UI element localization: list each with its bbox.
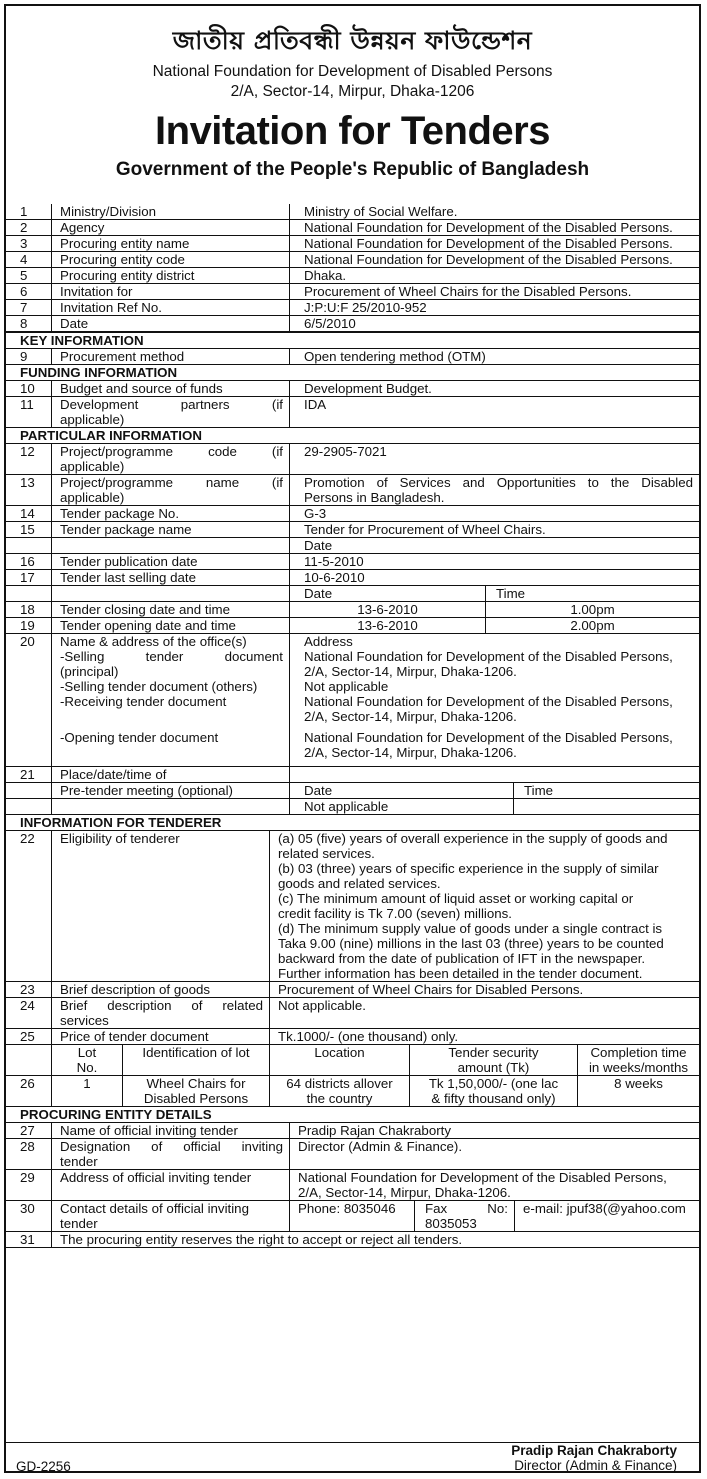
row-value: National Foundation for Development of the Disabled Persons. (304, 220, 673, 235)
section-row (6, 814, 699, 830)
row-label: Tender closing date and time (52, 602, 290, 617)
table-row (6, 830, 699, 981)
row-label: Invitation for (52, 284, 290, 299)
row-label: Invitation Ref No. (52, 300, 290, 315)
row-value: 10-6-2010 (304, 570, 365, 585)
row-label: Name & address of the office(s) (52, 634, 290, 649)
row-number: 18 (6, 602, 52, 617)
row-label: Name of official inviting tender (52, 1123, 290, 1138)
page-title: Invitation for Tenders (155, 109, 550, 153)
row-label: Place/date/time of (52, 767, 290, 782)
row-value: The procuring entity reserves the right to accept or reject all tenders. (60, 1232, 463, 1247)
eligibility-line: goods and related services. (278, 876, 441, 891)
row-label: Eligibility of tenderer (52, 831, 270, 981)
row-label: Procuring entity district (52, 268, 290, 283)
row-label: Ministry/Division (52, 204, 290, 219)
table-row (6, 997, 699, 1028)
identification-header: Identification of lot (123, 1045, 270, 1075)
row-label: Brief description of related services (52, 998, 270, 1028)
row-label-empty (52, 799, 290, 814)
row-label: Tender publication date (52, 554, 290, 569)
row-number: 31 (6, 1232, 52, 1247)
table-row (6, 267, 699, 283)
row-number-empty (6, 538, 52, 553)
date-header: Date (304, 538, 333, 553)
row-label-empty (52, 586, 290, 601)
row-number: 20 (6, 634, 52, 766)
row-label: Tender package No. (52, 506, 290, 521)
time-header: Time (524, 783, 554, 798)
location-header: Location (270, 1045, 410, 1075)
row-number: 27 (6, 1123, 52, 1138)
row-number: 24 (6, 998, 52, 1028)
table-row (6, 380, 699, 396)
lot-identification: Wheel Chairs for Disabled Persons (123, 1076, 270, 1106)
row-label: Brief description of goods (52, 982, 270, 997)
lot-security: Tk 1,50,000/- (one lac & fifty thousand only) (410, 1076, 578, 1106)
contact-phone: Phone: 8035046 (290, 1201, 415, 1231)
table-row (6, 798, 699, 814)
row-value: Not applicable. (278, 998, 366, 1013)
row-value: Development Budget. (304, 381, 432, 396)
row-number: 15 (6, 522, 52, 537)
section-particular-information: PARTICULAR INFORMATION (20, 428, 202, 443)
row-number: 9 (6, 349, 52, 364)
table-row (6, 981, 699, 997)
table-row (6, 348, 699, 364)
row-number: 23 (6, 982, 52, 997)
lot-location: 64 districts allover the country (270, 1076, 410, 1106)
table-row (6, 782, 699, 798)
section-row (6, 332, 699, 348)
row-value: J:P:U:F 25/2010-952 (304, 300, 427, 315)
row-value: Procurement of Wheel Chairs for the Disabled Persons. (304, 284, 632, 299)
row-value: Pradip Rajan Chakraborty (298, 1123, 451, 1138)
row-label: Project/programme name (if applicable) (52, 475, 290, 505)
eligibility-line: (a) 05 (five) years of overall experience in the supply of goods and (278, 831, 668, 846)
date-header: Date (290, 586, 486, 601)
eligibility-line: (c) The minimum amount of liquid asset or working capital or (278, 891, 634, 906)
table-row (6, 1122, 699, 1138)
table-row (6, 443, 699, 474)
receiving-label: -Receiving tender document (52, 694, 290, 730)
row-value: G-3 (304, 506, 327, 521)
bangla-title: জাতীয় প্রতিবন্ধী উন্নয়ন ফাউন্ডেশন (172, 26, 533, 55)
row-label: Tender package name (52, 522, 290, 537)
row-label: Address of official inviting tender (52, 1170, 290, 1200)
section-row (6, 1106, 699, 1122)
selling-principal-address: National Foundation for Development of the Disabled Persons, 2/A, Sector-14, Mirpur, Dhaka-1206. (304, 649, 673, 679)
row-number: 17 (6, 570, 52, 585)
opening-time: 2.00pm (570, 618, 615, 633)
table-row (6, 1138, 699, 1169)
row-value: National Foundation for Development of the Disabled Persons, 2/A, Sector-14, Mirpur, Dhaka-1206. (298, 1170, 667, 1200)
lot-no-header: Lot No. (52, 1045, 123, 1075)
eligibility-line: credit facility is Tk 7.00 (seven) millions. (278, 906, 513, 921)
notice-header (6, 26, 699, 182)
row-label: Contact details of official inviting tender (52, 1201, 290, 1231)
eligibility-line: (d) The minimum supply value of goods under a single contract is (278, 921, 663, 936)
row-value: Ministry of Social Welfare. (304, 204, 458, 219)
date-header: Date (290, 783, 514, 798)
row-number: 19 (6, 618, 52, 633)
section-key-information: KEY INFORMATION (20, 333, 144, 348)
table-row (6, 601, 699, 617)
table-row (6, 283, 699, 299)
table-row (6, 553, 699, 569)
signatory-designation: Director (Admin & Finance) (514, 1458, 677, 1473)
row-number: 11 (6, 397, 52, 427)
row-number: 30 (6, 1201, 52, 1231)
row-label: Pre-tender meeting (optional) (52, 783, 290, 798)
lot-table-header (6, 1044, 699, 1075)
org-name: National Foundation for Development of Disabled Persons (152, 63, 553, 80)
table-row (6, 474, 699, 505)
section-funding-information: FUNDING INFORMATION (20, 365, 178, 380)
tender-notice (4, 4, 701, 1473)
table-row (6, 1231, 699, 1248)
row-number: 29 (6, 1170, 52, 1200)
row-label: Procuring entity code (52, 252, 290, 267)
signatory-name: Pradip Rajan Chakraborty (511, 1443, 677, 1458)
notice-footer (6, 1442, 699, 1476)
row-value: Promotion of Services and Opportunities to the Disabled Persons in Bangladesh. (304, 475, 693, 505)
row-number-empty (6, 586, 52, 601)
row-number: 26 (6, 1076, 52, 1106)
row-label: Procurement method (52, 349, 290, 364)
section-information-for-tenderer: INFORMATION FOR TENDERER (20, 815, 222, 830)
selling-principal-label: -Selling tender document (principal) (52, 649, 290, 679)
row-value: National Foundation for Development of the Disabled Persons. (304, 236, 673, 251)
row-number: 4 (6, 252, 52, 267)
table-row (6, 617, 699, 633)
table-row (6, 219, 699, 235)
row-value: Procurement of Wheel Chairs for Disabled Persons. (278, 982, 584, 997)
tender-table (6, 204, 699, 1248)
opening-date: 13-6-2010 (290, 618, 486, 633)
row-label: Agency (52, 220, 290, 235)
row-number-empty (6, 799, 52, 814)
opening-address: National Foundation for Development of the Disabled Persons, 2/A, Sector-14, Mirpur, Dhaka-1206. (304, 730, 673, 760)
table-row (6, 204, 699, 219)
signature-block (511, 1443, 677, 1473)
row-number-empty (6, 1045, 52, 1075)
table-row (6, 633, 699, 766)
row-label: Budget and source of funds (52, 381, 290, 396)
row-number: 25 (6, 1029, 52, 1044)
row-number: 3 (6, 236, 52, 251)
completion-header: Completion time in weeks/months (588, 1045, 689, 1075)
section-row (6, 364, 699, 380)
row-value: Dhaka. (304, 268, 347, 283)
time-header: Time (496, 586, 526, 601)
row-label: Procuring entity name (52, 236, 290, 251)
selling-others-value: Not applicable (304, 679, 389, 694)
opening-label: -Opening tender document (52, 730, 290, 766)
eligibility-line: backward from the date of publication of IFT in the newspaper. (278, 951, 646, 966)
eligibility-line: related services. (278, 846, 375, 861)
table-row (6, 299, 699, 315)
lot-no: 1 (52, 1076, 123, 1106)
row-number: 7 (6, 300, 52, 315)
row-value: Director (Admin & Finance). (298, 1139, 463, 1154)
contact-fax: Fax No: 8035053 (415, 1201, 515, 1231)
table-row (6, 521, 699, 537)
security-header: Tender security amount (Tk) (410, 1045, 578, 1075)
row-value-empty (290, 767, 699, 782)
eligibility-line: Taka 9.00 (nine) millions in the last 03 (three) years to be counted (278, 936, 664, 951)
eligibility-line: Further information has been detailed in the tender document. (278, 966, 643, 981)
row-number: 10 (6, 381, 52, 396)
closing-date: 13-6-2010 (290, 602, 486, 617)
table-row (6, 1200, 699, 1231)
lot-completion: 8 weeks (614, 1076, 663, 1091)
row-value: 29-2905-7021 (304, 444, 387, 459)
receiving-address: National Foundation for Development of the Disabled Persons, 2/A, Sector-14, Mirpur, Dhaka-1206. (304, 694, 673, 724)
row-label-empty (52, 538, 290, 553)
closing-time: 1.00pm (570, 602, 615, 617)
table-row (6, 505, 699, 521)
org-address: 2/A, Sector-14, Mirpur, Dhaka-1206 (230, 83, 475, 100)
table-row (6, 569, 699, 585)
section-row (6, 427, 699, 443)
row-value: Open tendering method (OTM) (304, 349, 486, 364)
row-value: 6/5/2010 (304, 316, 356, 331)
row-number: 16 (6, 554, 52, 569)
row-value: IDA (304, 397, 327, 412)
row-number-empty (6, 783, 52, 798)
row-label: Tender opening date and time (52, 618, 290, 633)
table-row (6, 537, 699, 553)
table-row (6, 585, 699, 601)
row-label: Price of tender document (52, 1029, 270, 1044)
row-value: Tender for Procurement of Wheel Chairs. (304, 522, 546, 537)
table-row (6, 251, 699, 267)
row-number: 1 (6, 204, 52, 219)
row-value: 11-5-2010 (304, 554, 364, 569)
address-header: Address (304, 634, 353, 649)
government-subtitle: Government of the People's Republic of Bangladesh (115, 159, 590, 180)
pretender-date: Not applicable (290, 799, 514, 814)
table-row (6, 1028, 699, 1044)
table-row (6, 1169, 699, 1200)
section-procuring-entity-details: PROCURING ENTITY DETAILS (20, 1107, 212, 1122)
table-row (6, 235, 699, 251)
row-number: 21 (6, 767, 52, 782)
row-label: Date (52, 316, 290, 331)
row-label: Development partners (if applicable) (52, 397, 290, 427)
row-label: Designation of official inviting tender (52, 1139, 290, 1169)
pretender-time (514, 799, 699, 814)
row-number: 8 (6, 316, 52, 331)
row-label: Project/programme code (if applicable) (52, 444, 290, 474)
table-row (6, 396, 699, 427)
row-number: 5 (6, 268, 52, 283)
eligibility-text (270, 831, 699, 981)
row-value: Tk.1000/- (one thousand) only. (278, 1029, 459, 1044)
row-label: Tender last selling date (52, 570, 290, 585)
row-number: 13 (6, 475, 52, 505)
lot-table-row (6, 1075, 699, 1106)
table-row (6, 766, 699, 782)
row-number: 2 (6, 220, 52, 235)
row-number: 6 (6, 284, 52, 299)
table-row (6, 315, 699, 332)
contact-email: e-mail: jpuf38(@yahoo.com (523, 1201, 686, 1216)
row-value: National Foundation for Development of the Disabled Persons. (304, 252, 673, 267)
ad-code: GD-2256 (16, 1459, 71, 1474)
row-number: 28 (6, 1139, 52, 1169)
eligibility-line: (b) 03 (three) years of specific experience in the supply of similar (278, 861, 659, 876)
row-number: 12 (6, 444, 52, 474)
row-number: 14 (6, 506, 52, 521)
row-number: 22 (6, 831, 52, 981)
selling-others-label: -Selling tender document (others) (52, 679, 290, 694)
